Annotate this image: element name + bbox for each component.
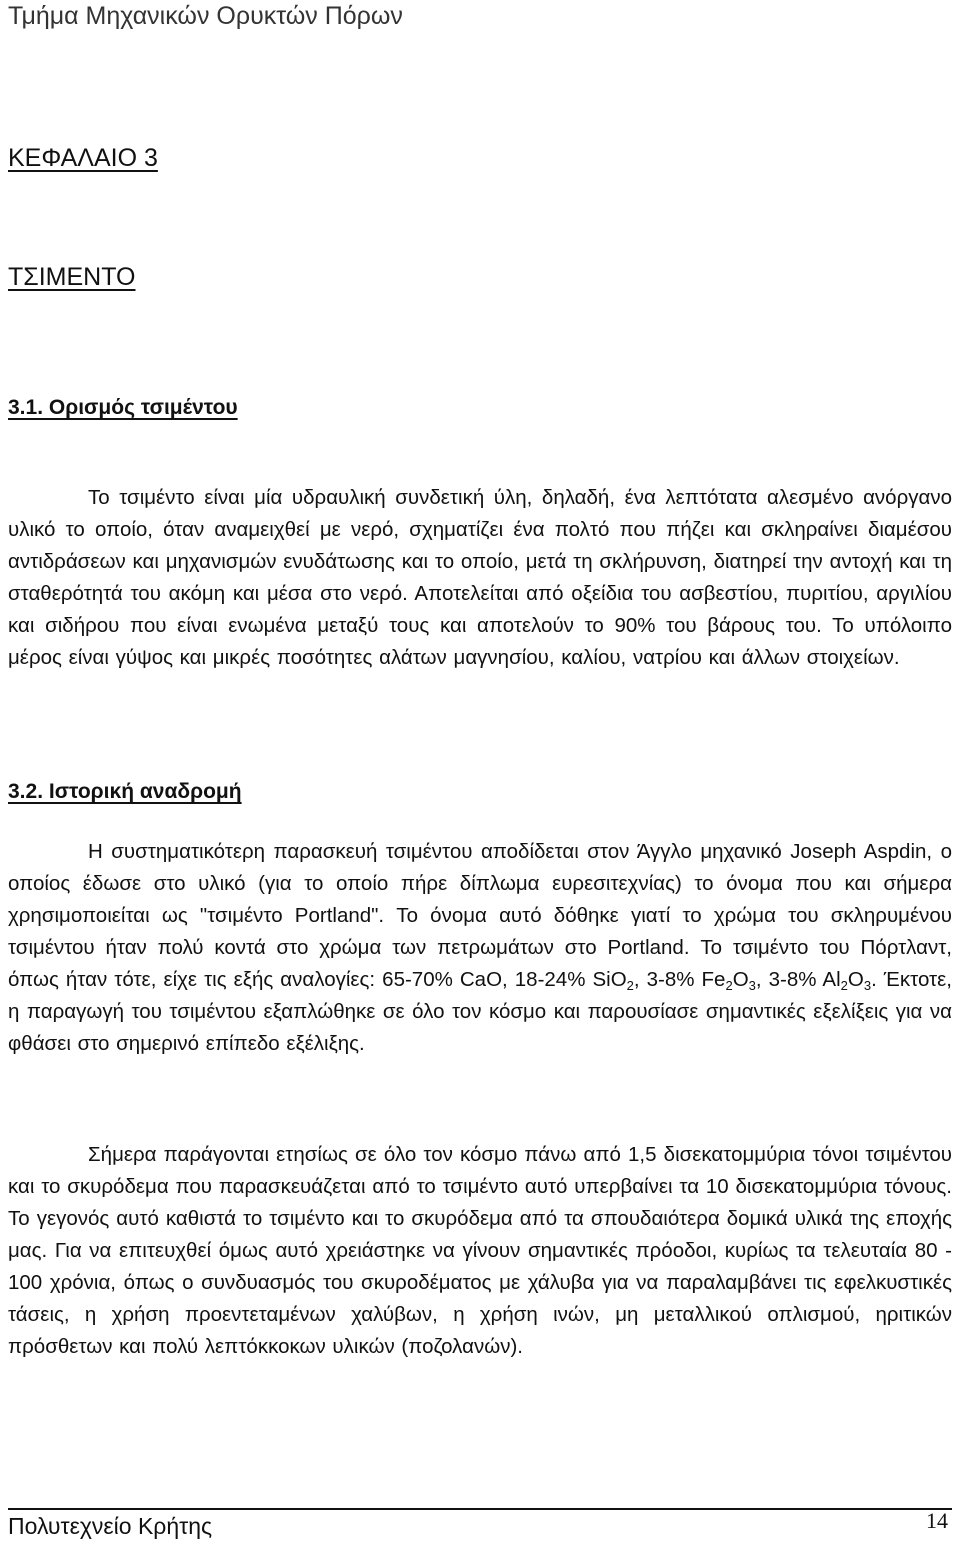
history-text-4: , 3-8% Al — [755, 968, 841, 991]
footer-institution: Πολυτεχνείο Κρήτης — [8, 1513, 213, 1539]
footer-divider — [8, 1508, 952, 1510]
history-sub-5: 3 — [863, 978, 872, 993]
history-sub-4: 2 — [840, 978, 848, 993]
history-text-2: , 3-8% Fe — [633, 968, 726, 991]
history-sub-1: 2 — [626, 978, 634, 993]
chapter-label: ΚΕΦΑΛΑΙΟ 3 — [8, 144, 158, 172]
section-3-2-paragraph-history — [8, 836, 952, 1060]
header-department: Τμήμα Μηχανικών Ορυκτών Πόρων — [8, 2, 403, 30]
section-3-2-title: 3.2. Ιστορική αναδρομή — [8, 780, 242, 803]
history-text-1: Η συστηματικότερη παρασκευή τσιμέντου αποδίδεται στον Άγγλο μηχανικό Joseph Aspdin, ο οποίος έδωσε στο υλικό (για το οποίο πήρε δίπλωμα ευρεσιτεχνίας) το όνομα που και σήμερα χρησιμοποιείται ως "τσιμέντο Portland". Το όνομα αυτό δόθηκε γιατί το χρώμα του σκληρυμένου τσιμέντου ήταν πολύ κοντά στο χρώμα των πετρωμάτων στο Portland. Το τσιμέντο του Πόρτλαντ, όπως ήταν τότε, είχε τις εξής αναλογίες: 65-70% CaO, 18-24% SiO — [8, 840, 952, 991]
chapter-title: ΤΣΙΜΕΝΤΟ — [8, 263, 136, 291]
history-text-5: O — [847, 968, 864, 991]
page-number: 14 — [926, 1508, 948, 1533]
history-sub-3: 3 — [748, 978, 756, 993]
history-text-6: . Έκτοτε, η παραγωγή του τσιμέντου εξαπλώθηκε σε όλο τον κόσμο και παρουσίασε σημαντικές εξελίξεις για να φθάσει στο σημερινό επίπεδο εξέλιξης. — [8, 968, 952, 1055]
history-sub-2: 2 — [725, 978, 733, 993]
section-3-2-paragraph-today: Σήμερα παράγονται ετησίως σε όλο τον κόσμο πάνω από 1,5 δισεκατομμύρια τόνοι τσιμέντου και το σκυρόδεμα που παρασκευάζεται από το τσιμέντο αυτό υπερβαίνει τα 10 δισεκατομμύρια τόνους. Το γεγονός αυτό καθιστά το τσιμέντο και το σκυρόδεμα από τα σπουδαιότερα δομικά υλικά της εποχής μας. Για να επιτευχθεί όμως αυτό χρειάστηκε να γίνουν σημαντικές πρόοδοι, κυρίως τα τελευταία 80 - 100 χρόνια, όπως ο συνδυασμός του σκυροδέματος με χάλυβα για να παραλαμβάνει τις εφελκυστικές τάσεις, η χρήση προεντεταμένων χαλύβων, η χρήση ινών, μη μεταλλικού οπλισμού, ηριτικών πρόσθετων και πολύ λεπτόκκοκων υλικών (ποζολανών). — [8, 1143, 952, 1358]
history-text-3: O — [732, 968, 749, 991]
section-3-1-title: 3.1. Ορισμός τσιμέντου — [8, 396, 238, 419]
section-3-1-paragraph: Το τσιμέντο είναι μία υδραυλική συνδετική ύλη, δηλαδή, ένα λεπτότατα αλεσμένο ανόργανο υλικό το οποίο, όταν αναμειχθεί με νερό, σχηματίζει ένα πολτό που πήζει και σκληραίνει διαμέσου αντιδράσεων και μηχανισμών ενυδάτωσης και το οποίο, μετά τη σκλήρυνση, διατηρεί την αντοχή και τη σταθερότητά του ακόμη και μέσα στο νερό. Αποτελείται από οξείδια του ασβεστίου, πυριτίου, αργιλίου και σιδήρου που είναι ενωμένα μεταξύ τους και αποτελούν το 90% του βάρους του. Το υπόλοιπο μέρος είναι γύψος και μικρές ποσότητες αλάτων μαγνησίου, καλίου, νατρίου και άλλων στοιχείων. — [8, 486, 952, 669]
